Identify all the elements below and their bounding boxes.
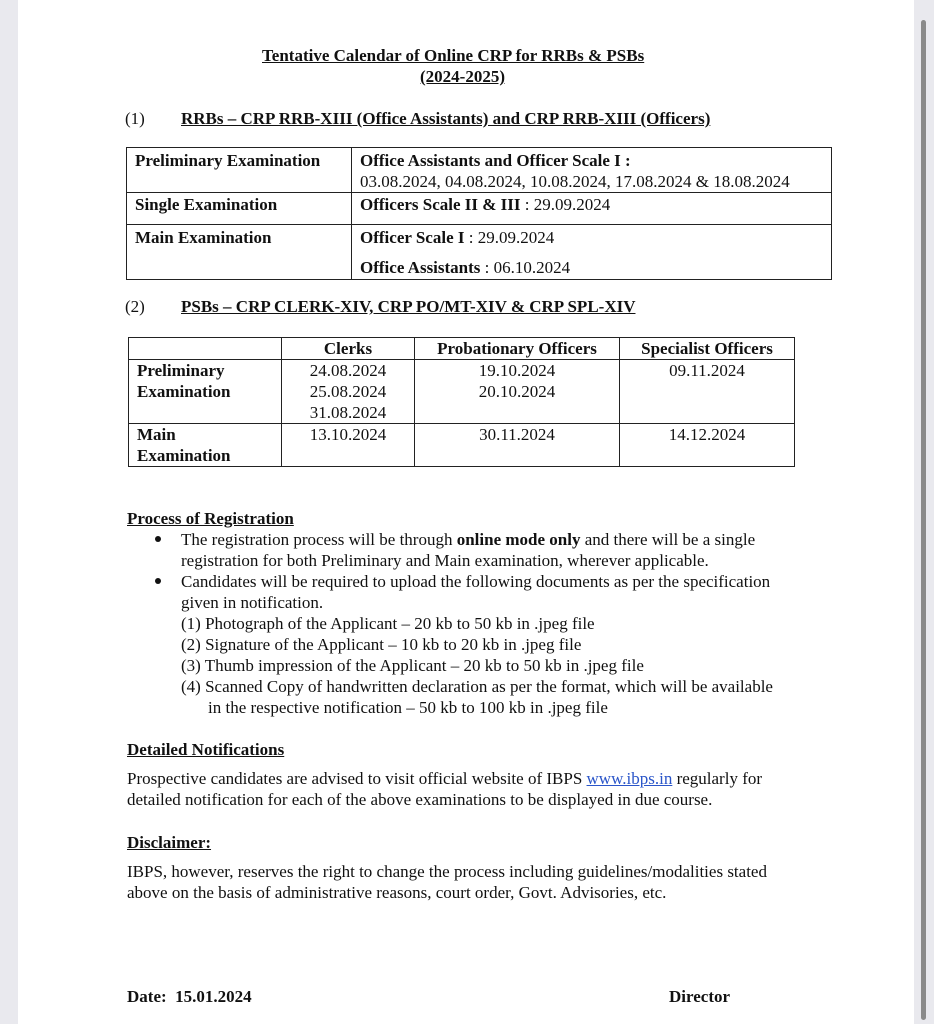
document-item: (1) Photograph of the Applicant – 20 kb to 50 kb in .jpeg file bbox=[181, 614, 595, 633]
disclaimer-heading: Disclaimer: bbox=[127, 833, 212, 852]
row-label: Single Examination bbox=[127, 193, 352, 225]
psb-schedule-table bbox=[128, 337, 795, 467]
footer-signatory: Director bbox=[669, 987, 731, 1006]
prelim-clerks-dates: 24.08.2024 25.08.2024 31.08.2024 bbox=[282, 360, 415, 424]
header-so: Specialist Officers bbox=[620, 338, 795, 360]
document-item-cont: in the respective notification – 50 kb to 100 kb in .jpeg file bbox=[208, 698, 608, 717]
ibps-link[interactable]: www.ibps.in bbox=[586, 769, 673, 788]
main-clerks-date: 13.10.2024 bbox=[282, 424, 415, 467]
section1-title: RRBs – CRP RRB-XIII (Office Assistants) and CRP RRB-XIII (Officers) bbox=[181, 109, 711, 128]
section2-number: (2) bbox=[125, 297, 145, 316]
document-page bbox=[18, 0, 914, 1024]
row-value: Officers Scale II & III : 29.09.2024 bbox=[352, 193, 832, 225]
scrollbar[interactable] bbox=[921, 20, 926, 1020]
section2-title: PSBs – CRP CLERK-XIV, CRP PO/MT-XIV & CRP SPL-XIV bbox=[181, 297, 636, 316]
rrb-schedule-table bbox=[126, 147, 832, 280]
table-row bbox=[129, 424, 795, 467]
header-po: Probationary Officers bbox=[415, 338, 620, 360]
row-label: Main Examination bbox=[129, 424, 282, 467]
document-item: (2) Signature of the Applicant – 10 kb to 20 kb in .jpeg file bbox=[181, 635, 582, 654]
section1-number: (1) bbox=[125, 109, 145, 128]
table-row bbox=[127, 148, 832, 193]
footer-date: Date: 15.01.2024 bbox=[127, 987, 252, 1006]
document-year: (2024-2025) bbox=[420, 67, 505, 86]
document-item: (4) Scanned Copy of handwritten declaration as per the format, which will be available bbox=[181, 677, 773, 696]
bullet-icon bbox=[155, 536, 161, 542]
empty-header-cell bbox=[129, 338, 282, 360]
prelim-so-dates: 09.11.2024 bbox=[620, 360, 795, 424]
document-item: (3) Thumb impression of the Applicant – 20 kb to 50 kb in .jpeg file bbox=[181, 656, 644, 675]
disclaimer-text: IBPS, however, reserves the right to change the process including guidelines/modalities stated bbox=[127, 862, 767, 881]
header-clerks: Clerks bbox=[282, 338, 415, 360]
row-value: Officer Scale I : 29.09.2024 Office Assistants : 06.10.2024 bbox=[352, 225, 832, 280]
bullet-icon bbox=[155, 578, 161, 584]
main-po-date: 30.11.2024 bbox=[415, 424, 620, 467]
row-label: Main Examination bbox=[127, 225, 352, 280]
table-row bbox=[129, 360, 795, 424]
registration-bullet-2-cont: given in notification. bbox=[181, 593, 324, 612]
document-title: Tentative Calendar of Online CRP for RRBs & PSBs bbox=[262, 46, 645, 65]
prelim-po-dates: 19.10.2024 20.10.2024 bbox=[415, 360, 620, 424]
registration-bullet-2: Candidates will be required to upload the following documents as per the specification bbox=[181, 572, 771, 591]
row-label: Preliminary Examination bbox=[129, 360, 282, 424]
table-row bbox=[127, 193, 832, 225]
notifications-text: Prospective candidates are advised to visit official website of IBPS www.ibps.in regularly for bbox=[127, 769, 763, 788]
table-row bbox=[127, 225, 832, 280]
row-value: Office Assistants and Officer Scale I : 03.08.2024, 04.08.2024, 10.08.2024, 17.08.2024 & 18.08.2024 bbox=[352, 148, 832, 193]
registration-bullet-1-cont: registration for both Preliminary and Main examination, wherever applicable. bbox=[181, 551, 709, 570]
disclaimer-text-cont: above on the basis of administrative reasons, court order, Govt. Advisories, etc. bbox=[127, 883, 667, 902]
notifications-text-cont: detailed notification for each of the above examinations to be displayed in due course. bbox=[127, 790, 713, 809]
row-label: Preliminary Examination bbox=[127, 148, 352, 193]
registration-bullet-1: The registration process will be through online mode only and there will be a single bbox=[181, 530, 756, 549]
main-so-date: 14.12.2024 bbox=[620, 424, 795, 467]
table-header-row bbox=[129, 338, 795, 360]
notifications-heading: Detailed Notifications bbox=[127, 740, 285, 759]
registration-heading: Process of Registration bbox=[127, 509, 294, 528]
